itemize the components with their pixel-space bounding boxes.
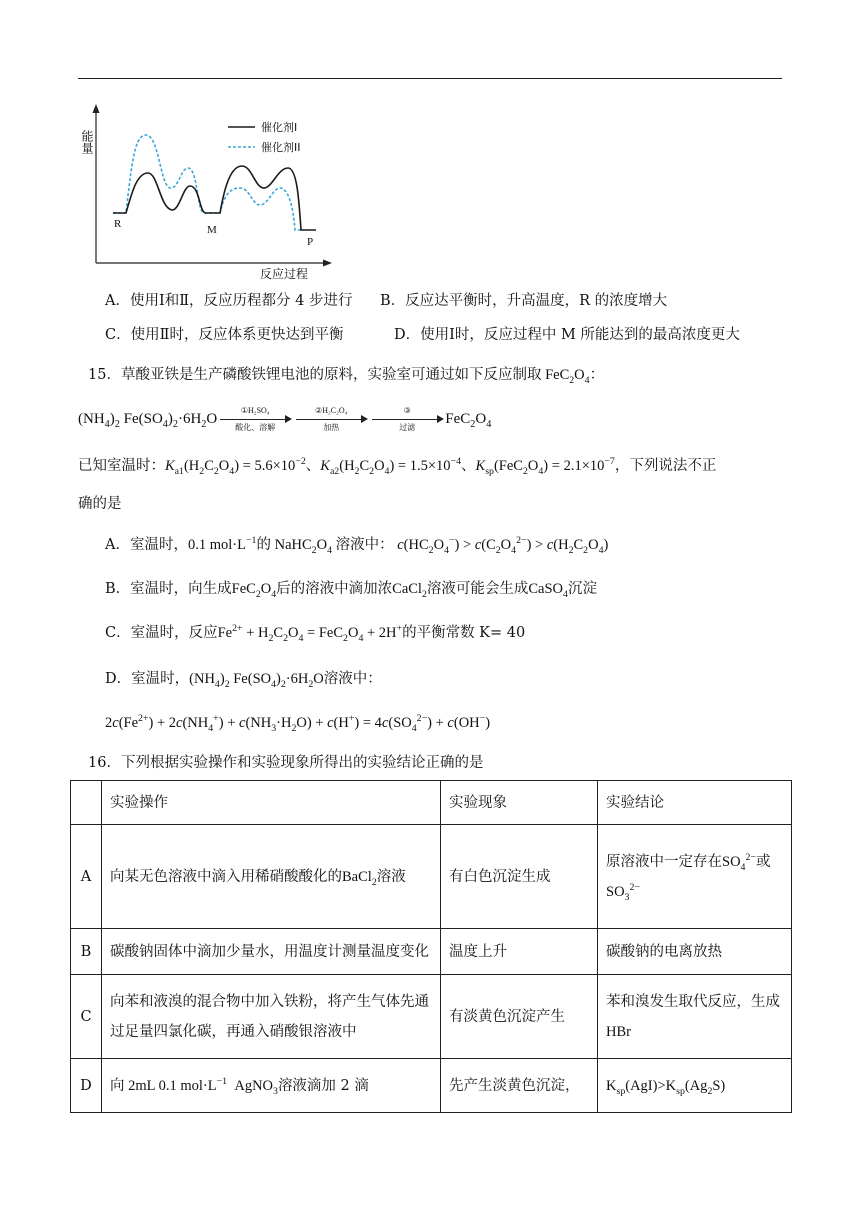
- table-row-a: [71, 825, 792, 929]
- q15-option-d-equation: $2c(Fe^{2+}) + 2c(NH_4^+) + c(NH_3\cdot H_2O) + c(H^+) = 4c(SO_4^{2-}) + c(OH^-)$: [105, 713, 491, 734]
- row-label-c: C: [71, 975, 102, 1059]
- header-conclusion: 实验结论: [598, 781, 792, 825]
- row-a-operation: 向某无色溶液中滴入用稀硝酸酸化的BaCl$_2$溶液: [102, 825, 441, 929]
- row-d-operation: 向 2mL 0.1 $mol\cdot L^{-1}$ AgNO$_3$溶液滴加 2 滴: [102, 1059, 441, 1113]
- legend-catalyst-2: 催化剂II: [261, 141, 301, 154]
- q15-option-b: B．室温时，向生成$FeC_2O_4$后的溶液中滴加浓CaCl$_2$溶液可能会生成CaSO$_4$沉淀: [105, 581, 597, 600]
- q15-known-constants: 已知室温时：$K_{a1}(H_2C_2O_4) = 5.6\times 10^{-2}$、$K_{a2}(H_2C_2O_4) = 1.5\times 10^{-4}$、$K_{sp}(FeC_2O_4) = 2.1\times 10^{-7}$，下列说法不正: [78, 456, 717, 477]
- legend-catalyst-1: 催化剂I: [261, 121, 298, 134]
- q15-question-tail: 确的是: [78, 496, 122, 512]
- experiment-table: [70, 780, 792, 1113]
- row-c-phenomenon: 有淡黄色沉淀产生: [441, 975, 598, 1059]
- q15-option-a: A．室温时，0.1 $mol\cdot L^{-1}$的 $NaHC_2O_4$ 溶液中： $c(HC_2O_4^-) > c(C_2O_4^{2-}) > c(H_2C_2O_4)$: [105, 535, 609, 556]
- point-label-m: M: [207, 224, 217, 236]
- row-d-phenomenon: 先产生淡黄色沉淀，: [441, 1059, 598, 1113]
- row-a-conclusion: 原溶液中一定存在$SO_4^{2-}$或 $SO_3^{2-}$: [598, 825, 792, 929]
- reaction-arrow-1: ①H₂SO₄ 酸化、溶解: [218, 409, 292, 431]
- header-rule: [78, 78, 782, 79]
- q15-stem: [88, 364, 604, 386]
- header-operation: 实验操作: [102, 781, 441, 825]
- row-b-conclusion: 碳酸钠的电离放热: [598, 929, 792, 975]
- row-label-d: D: [71, 1059, 102, 1113]
- q14-option-d: D．使用Ⅰ时，反应过程中 M 所能达到的最高浓度更大: [394, 327, 740, 343]
- x-axis-arrow: [323, 260, 332, 267]
- x-axis-label: 反应过程: [260, 267, 309, 281]
- row-c-operation: 向苯和液溴的混合物中加入铁粉，将产生气体先通 过足量四氯化碳，再通入硝酸银溶液中: [102, 975, 441, 1059]
- table-row-d: [71, 1059, 792, 1113]
- q16-stem: 16．下列根据实验操作和实验现象所得出的实验结论正确的是: [88, 755, 484, 771]
- row-d-conclusion: $K_{sp}(AgI)>K_{sp}(Ag_2S)$: [598, 1059, 792, 1113]
- header-phenomenon: 实验现象: [441, 781, 598, 825]
- catalyst-1-curve: [113, 166, 316, 230]
- y-axis-arrow: [93, 104, 100, 113]
- reaction-arrow-2: ②H₂C₂O₄ 加热: [294, 409, 368, 431]
- row-label-b: B: [71, 929, 102, 975]
- q14-option-a: A．使用Ⅰ和Ⅱ，反应历程都分 4 步进行: [105, 293, 353, 309]
- q15-reaction-scheme: $(NH_4)_2$ $Fe(SO_4)_2\cdot 6H_2O$ ①H₂SO₄ 酸化、溶解 ②H₂C₂O₄ 加热 ③ 过滤 $FeC_2O_4$: [78, 405, 492, 432]
- row-label-a: A: [71, 825, 102, 929]
- row-c-conclusion: 苯和溴发生取代反应，生成 HBr: [598, 975, 792, 1059]
- row-a-phenomenon: 有白色沉淀生成: [441, 825, 598, 929]
- table-header-row: [71, 781, 792, 825]
- row-b-operation: 碳酸钠固体中滴加少量水，用温度计测量温度变化: [102, 929, 441, 975]
- q15-stem-formula: $FeC_2O_4$：: [541, 367, 605, 386]
- table-row-c: [71, 975, 792, 1059]
- q14-option-c: C．使用Ⅱ时，反应体系更快达到平衡: [105, 327, 344, 343]
- q15-option-d: D．室温时，$(NH_4)_2$ $Fe(SO_4)_2\cdot 6H_2O$溶液中：: [105, 671, 382, 690]
- reaction-arrow-3: ③ 过滤: [370, 409, 444, 431]
- q15-option-c: C．室温时，反应$Fe^{2+} + H_2C_2O_4 = FeC_2O_4 + 2H^+$的平衡常数 K= 40: [105, 623, 526, 644]
- header-blank: [71, 781, 102, 825]
- table-row-b: [71, 929, 792, 975]
- y-axis-label: 能量: [80, 130, 94, 154]
- point-label-r: R: [114, 218, 122, 230]
- q15-stem-text: 15．草酸亚铁是生产磷酸铁锂电池的原料，实验室可通过如下反应制取: [88, 367, 542, 383]
- energy-profile-diagram: [80, 100, 360, 290]
- row-b-phenomenon: 温度上升: [441, 929, 598, 975]
- q14-option-b: B．反应达平衡时，升高温度，R 的浓度增大: [380, 293, 668, 309]
- point-label-p: P: [307, 236, 314, 248]
